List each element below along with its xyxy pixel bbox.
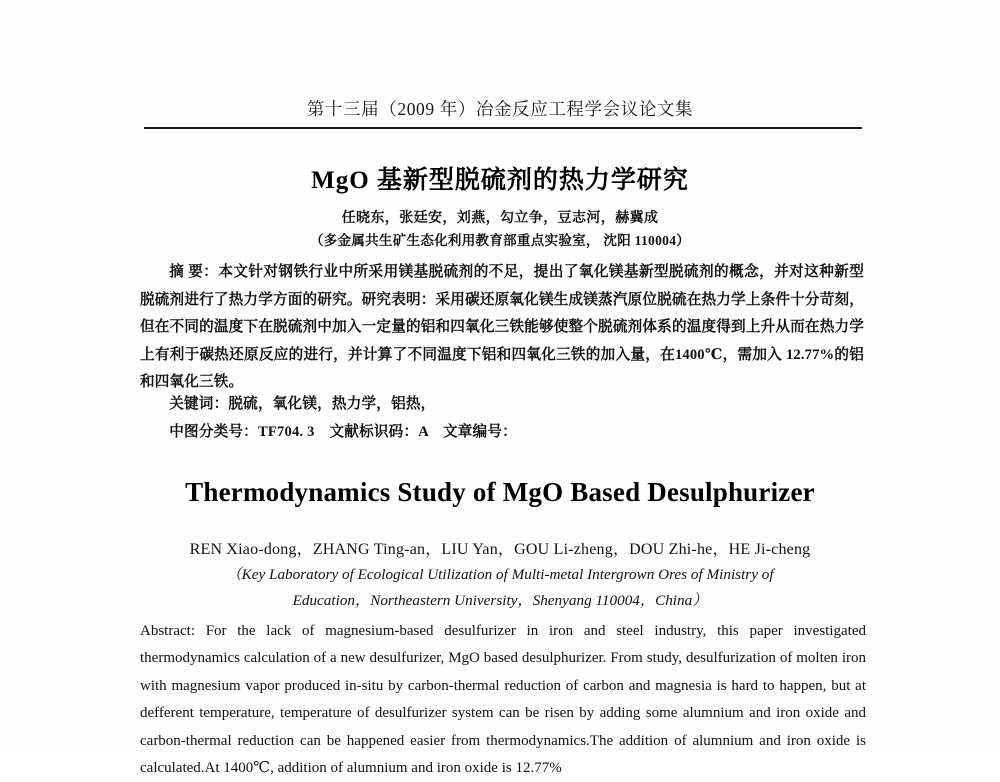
english-affiliation-line-2: Education，Northeastern University，Shenyang 110004，China） bbox=[292, 592, 708, 609]
chinese-clc-line: 中图分类号：TF704. 3 文献标识码：A 文章编号： bbox=[169, 424, 517, 440]
running-header: 第十三届（2009 年）冶金反应工程学会议论文集 bbox=[306, 99, 694, 119]
chinese-keywords: 关键词：脱硫，氧化镁，热力学，铝热， bbox=[169, 396, 436, 412]
english-title: Thermodynamics Study of MgO Based Desulphurizer bbox=[185, 477, 815, 507]
chinese-abstract bbox=[140, 259, 864, 397]
english-affiliation-line-1: （Key Laboratory of Ecological Utilization of Multi-metal Intergrown Ores of Ministry of bbox=[226, 566, 774, 583]
english-author-list: REN Xiao-dong，ZHANG Ting-an，LIU Yan，GOU Li-zheng，DOU Zhi-he，HE Ji-cheng bbox=[189, 541, 811, 558]
english-abstract-text: Abstract: For the lack of magnesium-based desulfurizer in iron and steel industry, this paper investigated thermodynamics calculation of a new desulfurizer, MgO based desulphurizer. From study, desulfurization of molten iron with magnesium vapor produced in-situ by carbon-thermal reduction of carbon and magnesia is hard to happen, but at defferent temperature, temperature of desulfurizer system can be risen by adding some alumnium and iron oxide and carbon-thermal reduction can be happened easier from thermodynamics.The addition of alumnium and iron oxide is calculated.At 1400℃, addition of alumnium and iron oxide is 12.77% bbox=[140, 623, 866, 777]
chinese-affiliation: （多金属共生矿生态化利用教育部重点实验室， 沈阳 110004） bbox=[309, 233, 691, 248]
chinese-abstract-text: 摘 要：本文针对钢铁行业中所采用镁基脱硫剂的不足，提出了氧化镁基新型脱硫剂的概念，并对这种新型脱硫剂进行了热力学方面的研究。研究表明：采用碳还原氧化镁生成镁蒸汽原位脱硫在热力学上条件十分苛刻，但在不同的温度下在脱硫剂中加入一定量的铝和四氧化三铁能够使整个脱硫剂体系的温度得到上升从而在热力学上有利于碳热还原反应的进行，并计算了不同温度下铝和四氧化三铁的加入量，在1400℃，需加入 12.77%的铝和四氧化三铁。 bbox=[140, 264, 864, 391]
chinese-author-list: 任晓东，张廷安，刘燕，勾立争，豆志河，赫冀成 bbox=[341, 211, 659, 226]
chinese-title: MgO 基新型脱硫剂的热力学研究 bbox=[311, 167, 689, 194]
english-affiliation bbox=[150, 562, 850, 614]
header-rule bbox=[144, 127, 862, 129]
page-bottom-clip bbox=[0, 755, 1000, 760]
